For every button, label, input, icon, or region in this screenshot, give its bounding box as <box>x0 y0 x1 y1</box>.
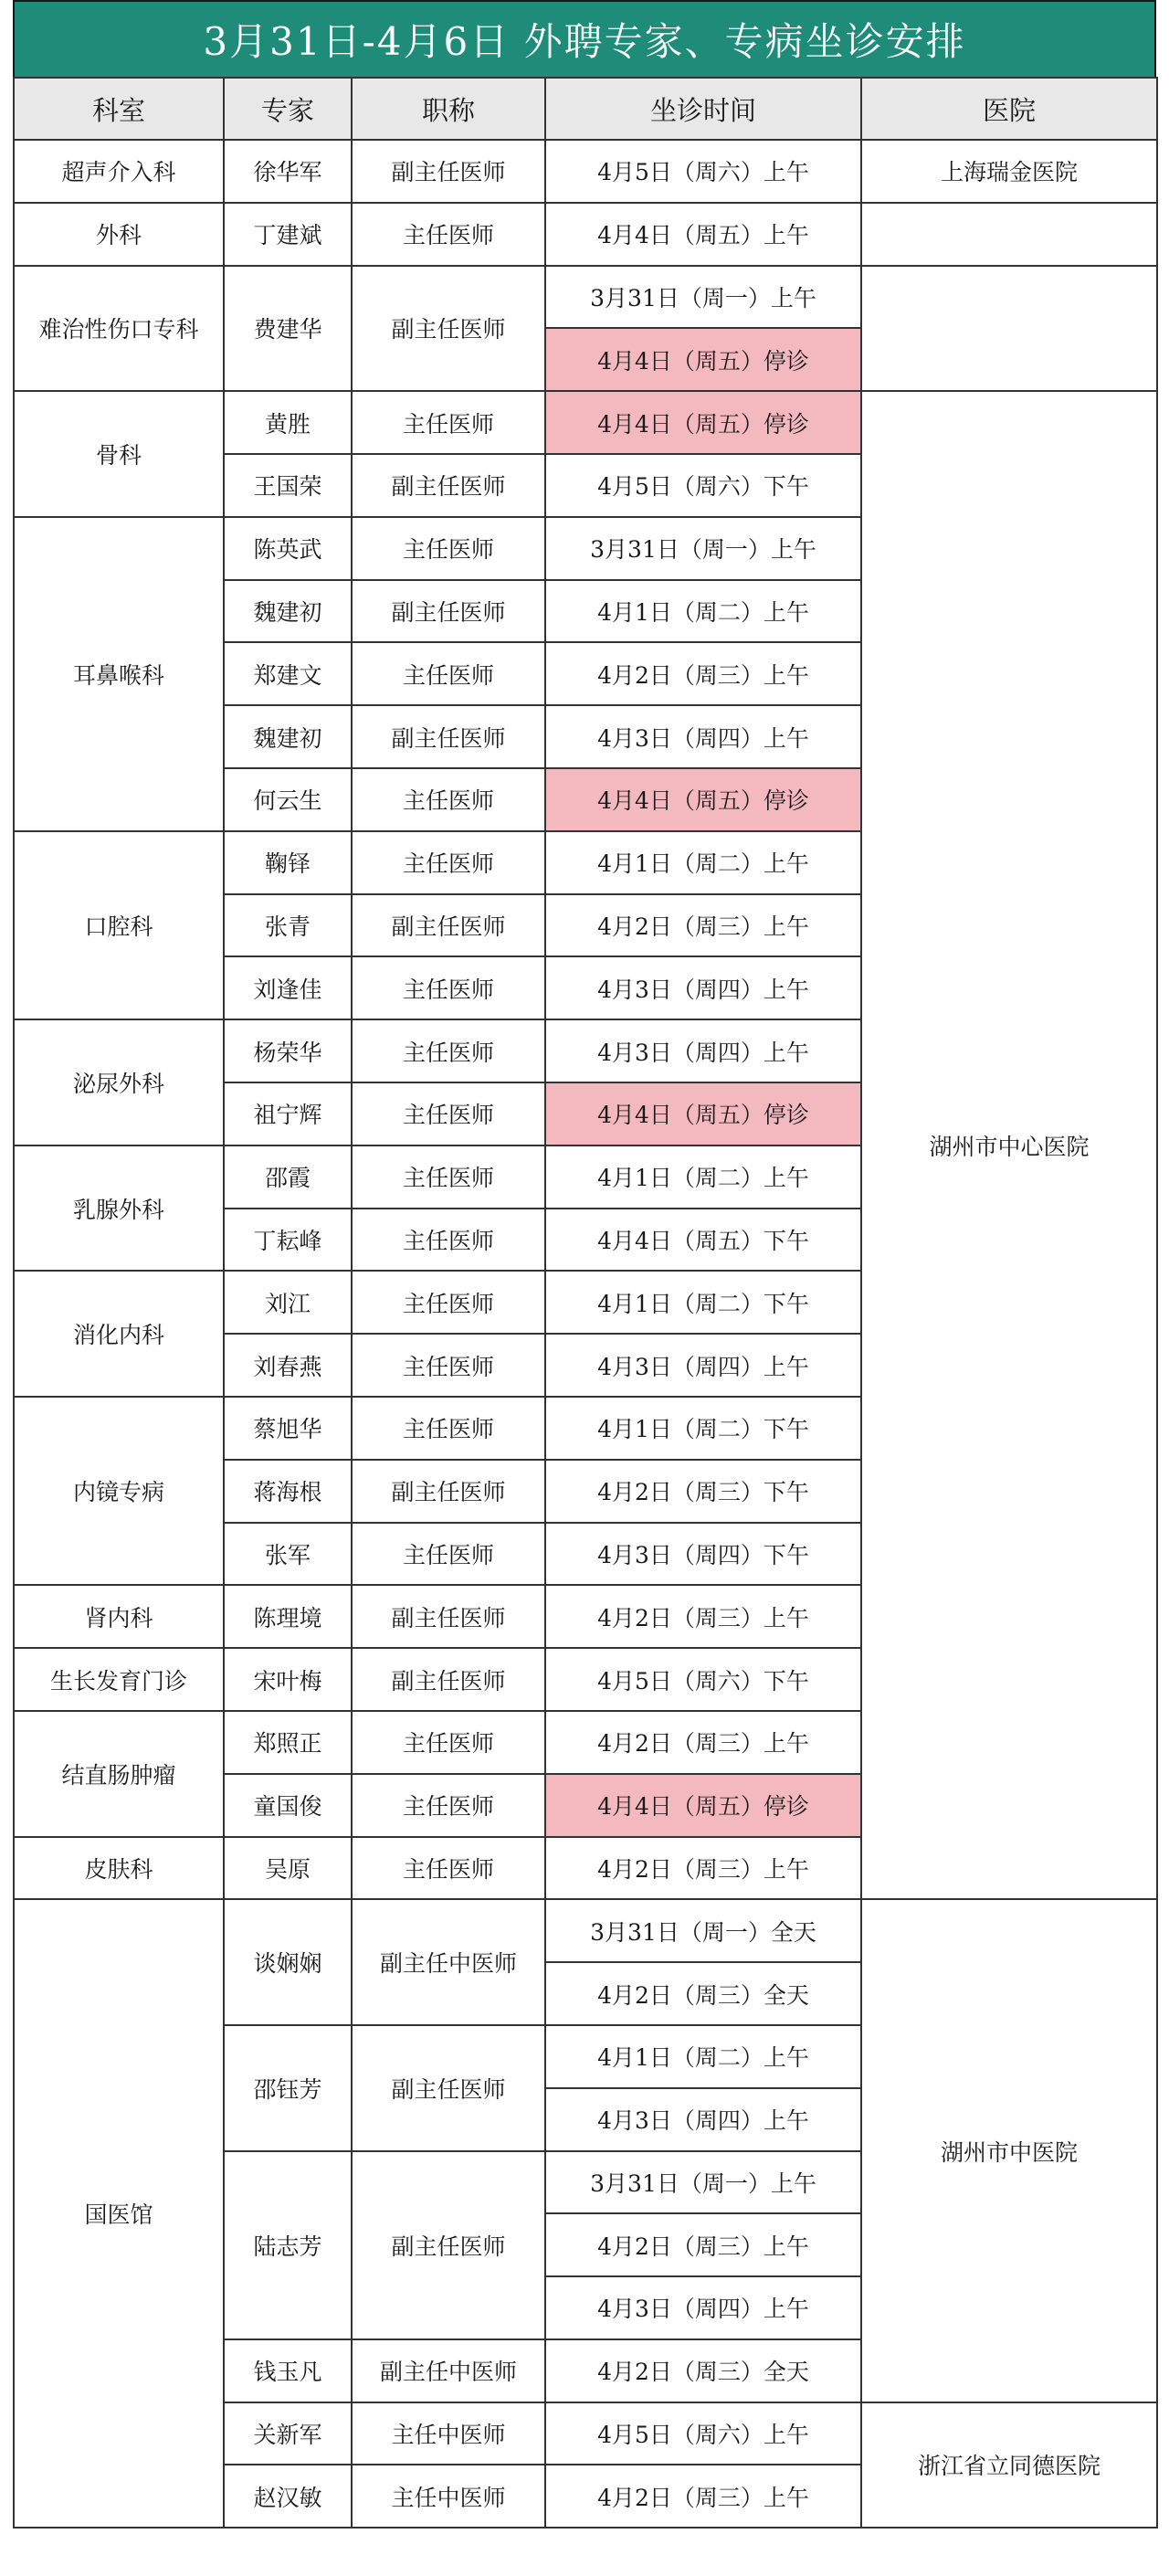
time-cell: 4月2日（周三）上午 <box>545 642 861 705</box>
title-cell: 副主任医师 <box>352 894 545 957</box>
time-cell: 4月5日（周六）上午 <box>545 140 861 203</box>
time-cell: 4月4日（周五）停诊 <box>545 391 861 454</box>
time-cell: 4月3日（周四）下午 <box>545 1523 861 1586</box>
dept-cell: 超声介入科 <box>14 140 224 203</box>
time-cell: 4月2日（周三）上午 <box>545 2213 861 2276</box>
expert-cell: 郑照正 <box>224 1711 352 1774</box>
time-cell: 4月1日（周二）上午 <box>545 1145 861 1209</box>
expert-cell: 徐华军 <box>224 140 352 203</box>
title-cell: 主任医师 <box>352 391 545 454</box>
time-cell: 4月4日（周五）停诊 <box>545 328 861 391</box>
expert-cell: 陈理境 <box>224 1585 352 1648</box>
expert-cell: 蔡旭华 <box>224 1397 352 1460</box>
time-cell: 3月31日（周一）上午 <box>545 266 861 329</box>
time-cell: 4月4日（周五）停诊 <box>545 1082 861 1145</box>
title-cell: 主任医师 <box>352 1837 545 1900</box>
time-cell: 4月2日（周三）上午 <box>545 2465 861 2528</box>
time-cell: 3月31日（周一）上午 <box>545 2151 861 2214</box>
expert-cell: 丁耘峰 <box>224 1209 352 1272</box>
title-cell: 副主任医师 <box>352 140 545 203</box>
time-cell: 4月2日（周三）下午 <box>545 1460 861 1523</box>
title-cell: 主任医师 <box>352 517 545 580</box>
title-cell: 主任医师 <box>352 1334 545 1397</box>
title-cell: 主任医师 <box>352 642 545 705</box>
title-cell: 主任医师 <box>352 1271 545 1334</box>
time-cell: 4月1日（周二）下午 <box>545 1397 861 1460</box>
time-cell: 4月3日（周四）上午 <box>545 1334 861 1397</box>
dept-cell: 结直肠肿瘤 <box>14 1711 224 1837</box>
expert-cell: 费建华 <box>224 266 352 392</box>
title-cell: 副主任医师 <box>352 580 545 643</box>
time-cell: 4月3日（周四）上午 <box>545 956 861 1019</box>
time-cell: 4月3日（周四）上午 <box>545 2088 861 2151</box>
expert-cell: 丁建斌 <box>224 203 352 266</box>
title-cell: 副主任中医师 <box>352 1899 545 2025</box>
expert-cell: 郑建文 <box>224 642 352 705</box>
table-row <box>14 203 1157 266</box>
title-cell: 主任中医师 <box>352 2465 545 2528</box>
table-header-row <box>14 78 1157 140</box>
title-cell: 副主任医师 <box>352 1460 545 1523</box>
title-cell: 主任中医师 <box>352 2402 545 2465</box>
time-cell: 4月2日（周三）全天 <box>545 2339 861 2402</box>
dept-cell: 乳腺外科 <box>14 1145 224 1272</box>
table-row <box>14 391 1157 454</box>
expert-cell: 童国俊 <box>224 1774 352 1837</box>
dept-cell: 外科 <box>14 203 224 266</box>
title-cell: 主任医师 <box>352 1145 545 1209</box>
column-header-expert: 专家 <box>224 78 352 140</box>
schedule-body <box>14 140 1157 2528</box>
expert-cell: 鞠铎 <box>224 831 352 894</box>
time-cell: 4月1日（周二）下午 <box>545 1271 861 1334</box>
expert-cell: 杨荣华 <box>224 1019 352 1082</box>
time-cell: 4月3日（周四）上午 <box>545 705 861 768</box>
hospital-cell: 上海瑞金医院 <box>861 140 1157 203</box>
time-cell: 4月2日（周三）上午 <box>545 1711 861 1774</box>
expert-cell: 魏建初 <box>224 705 352 768</box>
time-cell: 4月4日（周五）停诊 <box>545 768 861 831</box>
dept-cell: 消化内科 <box>14 1271 224 1397</box>
expert-cell: 宋叶梅 <box>224 1648 352 1711</box>
time-cell: 4月2日（周三）上午 <box>545 1837 861 1900</box>
expert-cell: 张军 <box>224 1523 352 1586</box>
title-cell: 主任医师 <box>352 956 545 1019</box>
dept-cell: 肾内科 <box>14 1585 224 1648</box>
title-cell: 副主任医师 <box>352 705 545 768</box>
expert-cell: 邵钰芳 <box>224 2025 352 2151</box>
title-cell: 主任医师 <box>352 1397 545 1460</box>
hospital-cell <box>861 266 1157 392</box>
hospital-cell: 湖州市中医院 <box>861 1899 1157 2402</box>
title-cell: 副主任医师 <box>352 1648 545 1711</box>
title-cell: 副主任医师 <box>352 2151 545 2339</box>
expert-cell: 钱玉凡 <box>224 2339 352 2402</box>
expert-cell: 张青 <box>224 894 352 957</box>
title-cell: 主任医师 <box>352 1082 545 1145</box>
expert-cell: 陈英武 <box>224 517 352 580</box>
title-cell: 主任医师 <box>352 1774 545 1837</box>
expert-cell: 赵汉敏 <box>224 2465 352 2528</box>
dept-cell: 生长发育门诊 <box>14 1648 224 1711</box>
title-cell: 副主任医师 <box>352 454 545 517</box>
dept-cell: 内镜专病 <box>14 1397 224 1585</box>
time-cell: 4月1日（周二）上午 <box>545 580 861 643</box>
time-cell: 4月2日（周三）全天 <box>545 1962 861 2025</box>
expert-cell: 邵霞 <box>224 1145 352 1209</box>
expert-cell: 王国荣 <box>224 454 352 517</box>
time-cell: 4月4日（周五）下午 <box>545 1209 861 1272</box>
expert-cell: 吴原 <box>224 1837 352 1900</box>
time-cell: 4月5日（周六）上午 <box>545 2402 861 2465</box>
expert-cell: 祖宁辉 <box>224 1082 352 1145</box>
dept-cell: 难治性伤口专科 <box>14 266 224 392</box>
time-cell: 3月31日（周一）全天 <box>545 1899 861 1962</box>
dept-cell: 口腔科 <box>14 831 224 1019</box>
time-cell: 4月4日（周五）停诊 <box>545 1774 861 1837</box>
title-cell: 副主任医师 <box>352 1585 545 1648</box>
title-cell: 副主任医师 <box>352 2025 545 2151</box>
time-cell: 4月2日（周三）上午 <box>545 894 861 957</box>
title-cell: 主任医师 <box>352 1209 545 1272</box>
column-header-hospital: 医院 <box>861 78 1157 140</box>
table-row <box>14 1899 1157 1962</box>
dept-cell: 国医馆 <box>14 1899 224 2528</box>
title-cell: 主任医师 <box>352 831 545 894</box>
expert-cell: 蒋海根 <box>224 1460 352 1523</box>
expert-cell: 魏建初 <box>224 580 352 643</box>
title-cell: 主任医师 <box>352 1019 545 1082</box>
hospital-cell: 浙江省立同德医院 <box>861 2402 1157 2528</box>
dept-cell: 皮肤科 <box>14 1837 224 1900</box>
time-cell: 4月5日（周六）下午 <box>545 1648 861 1711</box>
title-cell: 主任医师 <box>352 203 545 266</box>
expert-cell: 刘春燕 <box>224 1334 352 1397</box>
hospital-cell <box>861 203 1157 266</box>
title-cell: 主任医师 <box>352 1711 545 1774</box>
expert-cell: 刘逢佳 <box>224 956 352 1019</box>
expert-cell: 陆志芳 <box>224 2151 352 2339</box>
time-cell: 4月2日（周三）上午 <box>545 1585 861 1648</box>
time-cell: 4月1日（周二）上午 <box>545 831 861 894</box>
title-cell: 主任医师 <box>352 1523 545 1586</box>
time-cell: 4月1日（周二）上午 <box>545 2025 861 2088</box>
time-cell: 3月31日（周一）上午 <box>545 517 861 580</box>
expert-cell: 何云生 <box>224 768 352 831</box>
column-header-title: 职称 <box>352 78 545 140</box>
page-title: 3月31日-4月6日 外聘专家、专病坐诊安排 <box>13 0 1156 77</box>
time-cell: 4月3日（周四）上午 <box>545 2276 861 2339</box>
dept-cell: 泌尿外科 <box>14 1019 224 1145</box>
expert-cell: 刘江 <box>224 1271 352 1334</box>
title-cell: 主任医师 <box>352 768 545 831</box>
table-row <box>14 266 1157 329</box>
title-cell: 副主任医师 <box>352 266 545 392</box>
schedule-table <box>13 77 1158 2528</box>
column-header-time: 坐诊时间 <box>545 78 861 140</box>
schedule-sheet <box>13 0 1156 2528</box>
column-header-dept: 科室 <box>14 78 224 140</box>
time-cell: 4月5日（周六）下午 <box>545 454 861 517</box>
dept-cell: 骨科 <box>14 391 224 517</box>
expert-cell: 关新军 <box>224 2402 352 2465</box>
expert-cell: 谈娴娴 <box>224 1899 352 2025</box>
time-cell: 4月4日（周五）上午 <box>545 203 861 266</box>
time-cell: 4月3日（周四）上午 <box>545 1019 861 1082</box>
hospital-cell: 湖州市中心医院 <box>861 391 1157 1899</box>
expert-cell: 黄胜 <box>224 391 352 454</box>
dept-cell: 耳鼻喉科 <box>14 517 224 831</box>
table-row <box>14 140 1157 203</box>
title-cell: 副主任中医师 <box>352 2339 545 2402</box>
